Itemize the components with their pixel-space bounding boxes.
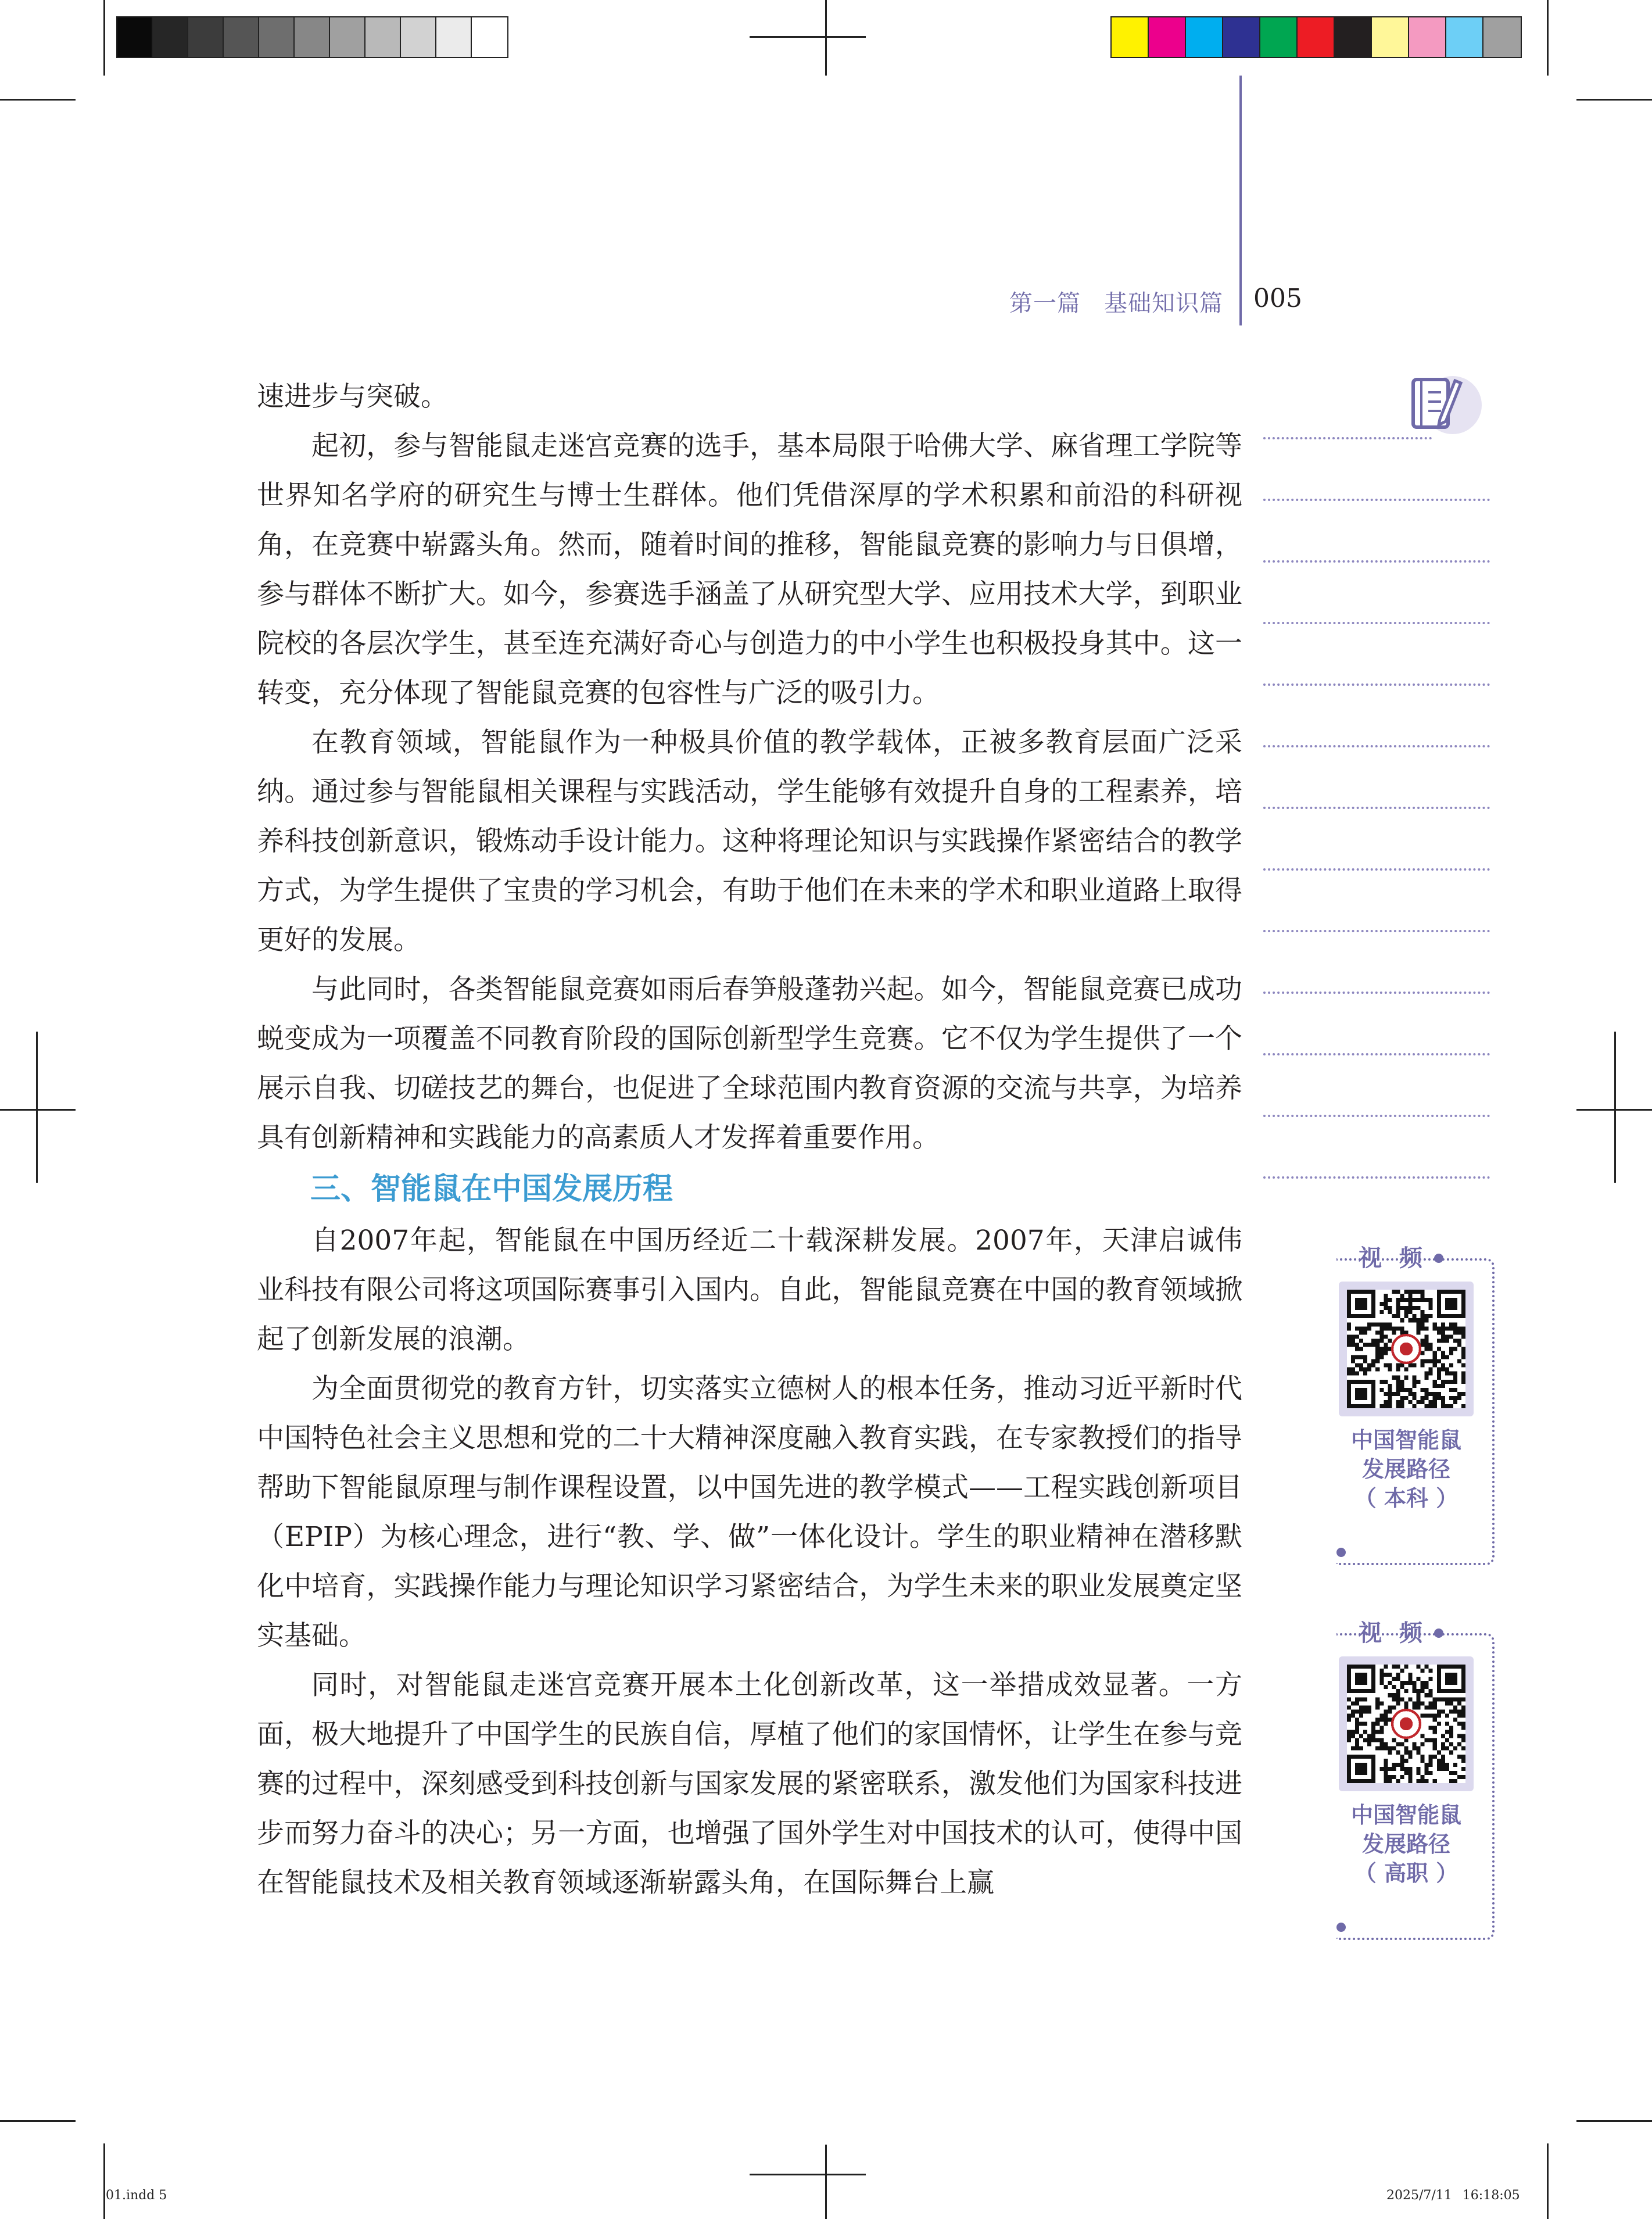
video-card-undergrad[interactable] <box>1336 1241 1493 1563</box>
gray-swatch <box>330 17 365 57</box>
gray-swatch <box>436 17 472 57</box>
gray-swatch <box>188 17 224 57</box>
color-swatch <box>1298 17 1335 57</box>
paragraph-continued: 速进步与突破。 <box>257 381 448 413</box>
qr-code[interactable] <box>1339 1656 1474 1791</box>
paragraph: 为全面贯彻党的教育方针，切实落实立德树人的根本任务，推动习近平新时代中国特色社会主义思想和党的二十大精神深度融入教育实践，在专家教授们的指导帮助下智能鼠原理与制作课程设置，以中国先进的教学模式——工程实践创新项目（EPIP）为核心理念，进行“教、学、做”一体化设计。学生的职业精神在潜移默化中培育，实践操作能力与理论知识学习紧密结合，为学生未来的职业发展奠定坚实基础。 <box>257 1373 1242 1652</box>
slug-timestamp: 2025/7/11 16:18:05 <box>1386 2188 1520 2203</box>
video-title: 中国智能鼠 发展路径 （ 本科 ） <box>1350 1427 1461 1511</box>
slug-file: 01.indd 5 <box>106 2188 167 2203</box>
color-swatch <box>1112 17 1149 57</box>
notebook-pen-icon <box>1406 369 1488 442</box>
color-swatch <box>1483 17 1521 57</box>
qr-code-icon <box>1347 1290 1465 1408</box>
video-card-vocational[interactable] <box>1336 1616 1493 1938</box>
gray-swatch <box>153 17 188 57</box>
color-swatch <box>1223 17 1260 57</box>
gray-swatch <box>472 17 507 57</box>
gray-swatch <box>295 17 330 57</box>
gray-swatch <box>259 17 295 57</box>
video-label: 视 频 <box>1359 1245 1427 1272</box>
main-text <box>257 372 1242 1907</box>
grayscale-calibration-bar <box>116 16 508 58</box>
paragraph: 起初，参与智能鼠走迷宫竞赛的选手，基本局限于哈佛大学、麻省理工学院等世界知名学府的研究生与博士生群体。他们凭借深厚的学术积累和前沿的科研视角，在竞赛中崭露头角。然而，随着时间的推移，智能鼠竞赛的影响力与日俱增，参与群体不断扩大。如今，参赛选手涵盖了从研究型大学、应用技术大学，到职业院校的各层次学生，甚至连充满好奇心与创造力的中小学生也积极投身其中。这一转变，充分体现了智能鼠竞赛的包容性与广泛的吸引力。 <box>257 430 1242 709</box>
qr-code-icon <box>1347 1665 1465 1783</box>
header-rule <box>1239 76 1242 325</box>
section-heading: 三、智能鼠在中国发展历程 <box>310 1172 673 1207</box>
gray-swatch <box>117 17 153 57</box>
header-part: 第一篇 <box>1009 290 1081 317</box>
paragraph: 与此同时，各类智能鼠竞赛如雨后春笋般蓬勃兴起。如今，智能鼠竞赛已成功蜕变成为一项覆盖不同教育阶段的国际创新型学生竞赛。它不仅为学生提供了一个展示自我、切磋技艺的舞台，也促进了全球范围内教育资源的交流与共享，为培养具有创新精神和实践能力的高素质人才发挥着重要作用。 <box>257 974 1242 1154</box>
paragraph: 同时，对智能鼠走迷宫竞赛开展本土化创新改革，这一举措成效显著。一方面，极大地提升了中国学生的民族自信，厚植了他们的家国情怀，让学生在参与竞赛的过程中，深刻感受到科技创新与国家发展的紧密联系，激发他们为国家科技进步而努力奋斗的决心；另一方面，也增强了国外学生对中国技术的认可，使得中国在智能鼠技术及相关教育领域逐渐崭露头角，在国际舞台上赢 <box>257 1669 1242 1899</box>
running-header <box>1009 285 1223 318</box>
color-calibration-bar <box>1110 16 1522 58</box>
color-swatch <box>1260 17 1298 57</box>
color-swatch <box>1446 17 1483 57</box>
color-swatch <box>1149 17 1186 57</box>
color-swatch <box>1372 17 1409 57</box>
color-swatch <box>1335 17 1372 57</box>
paragraph: 在教育领域，智能鼠作为一种极具价值的教学载体，正被多教育层面广泛采纳。通过参与智能鼠相关课程与实践活动，学生能够有效提升自身的工程素养，培养科技创新意识，锻炼动手设计能力。这种将理论知识与实践操作紧密结合的教学方式，为学生提供了宝贵的学习机会，有助于他们在未来的学术和职业道路上取得更好的发展。 <box>257 726 1242 956</box>
gray-swatch <box>401 17 436 57</box>
color-swatch <box>1409 17 1446 57</box>
gray-swatch <box>224 17 259 57</box>
video-label: 视 频 <box>1359 1620 1427 1647</box>
gray-swatch <box>365 17 401 57</box>
video-title: 中国智能鼠 发展路径 （ 高职 ） <box>1350 1802 1461 1886</box>
color-swatch <box>1186 17 1223 57</box>
qr-code[interactable] <box>1339 1282 1474 1416</box>
page-number: 005 <box>1253 284 1302 313</box>
paragraph: 自2007年起，智能鼠在中国历经近二十载深耕发展。2007年，天津启诚伟业科技有限公司将这项国际赛事引入国内。自此，智能鼠竞赛在中国的教育领域掀起了创新发展的浪潮。 <box>257 1225 1242 1355</box>
header-part-title: 基础知识篇 <box>1104 290 1223 317</box>
